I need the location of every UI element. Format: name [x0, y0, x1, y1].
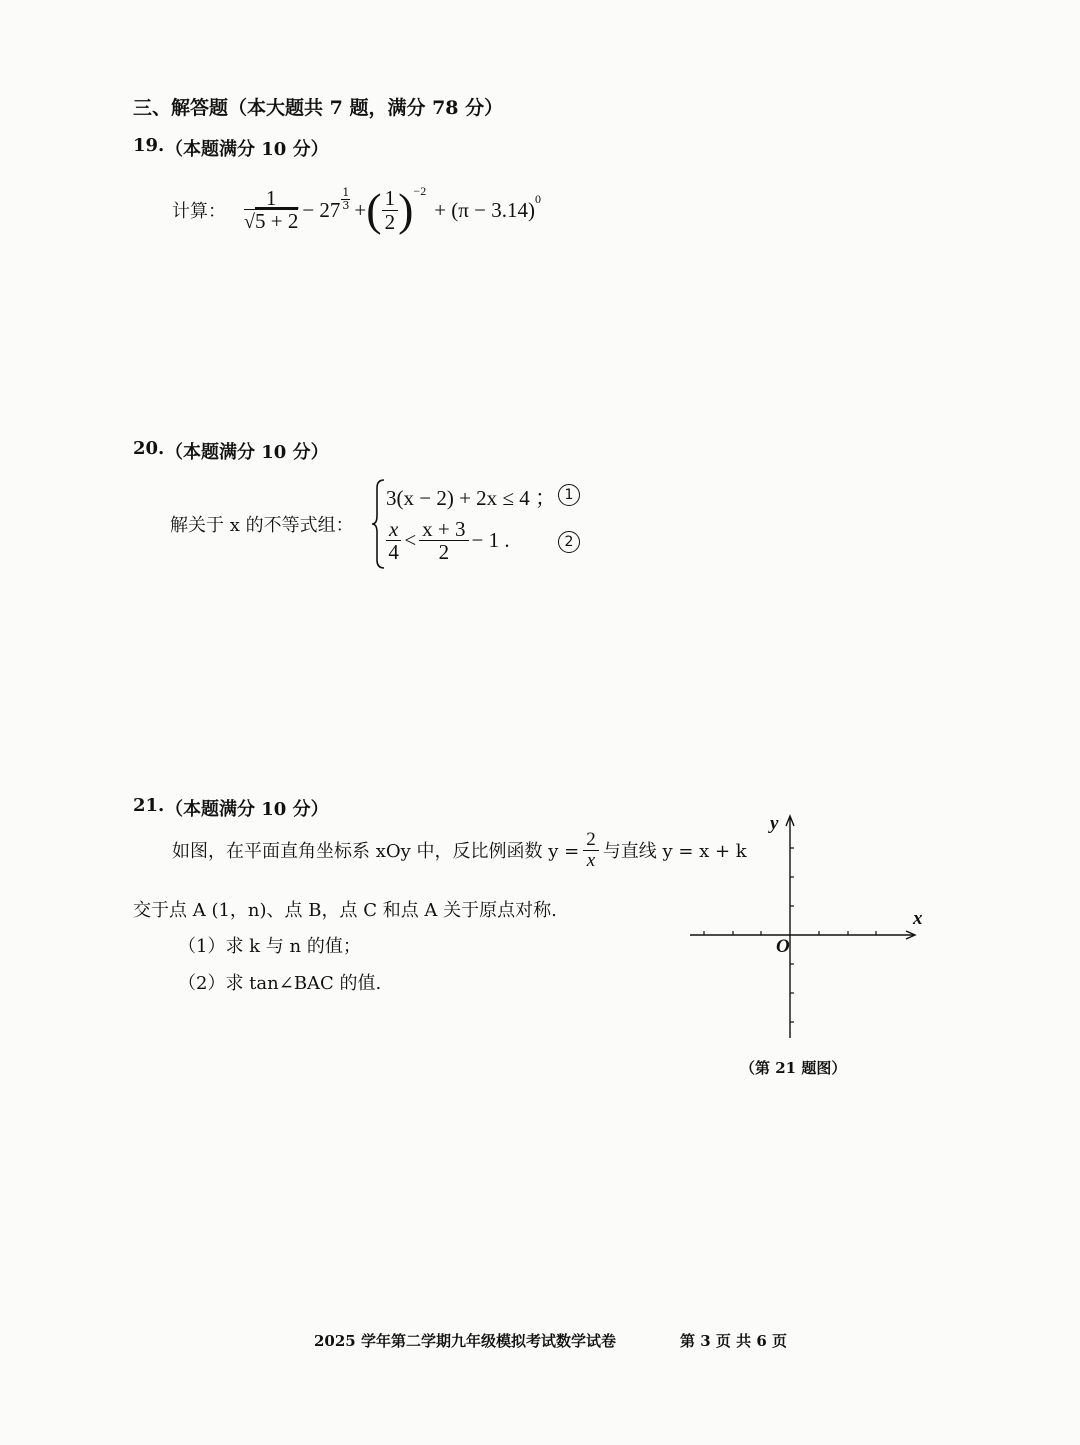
q20-frac-den-2: 2 — [438, 540, 450, 565]
left-paren-icon: ( — [366, 184, 382, 235]
q20-frac-x3-over-2 — [419, 518, 468, 563]
q21-origin-label: O — [776, 936, 790, 957]
q20-circle-1-label: 1 — [558, 484, 580, 506]
q20-circle-1 — [558, 484, 580, 506]
footer-title: 2025 学年第二学期九年级模拟考试数学试卷 — [314, 1332, 616, 1350]
q20-frac-x-over-4 — [386, 518, 401, 563]
q19-exponent-third — [341, 187, 350, 211]
q19-minus-27: − 27 — [302, 197, 341, 222]
q21-score: （本题满分 10 分） — [165, 799, 329, 820]
q19-power-0: 0 — [534, 191, 541, 206]
q19-score: （本题满分 10 分） — [165, 139, 329, 160]
q20-tail: − 1 . — [471, 528, 510, 553]
q20-prompt: 解关于 x 的不等式组： — [170, 515, 354, 536]
q20-inequality-2 — [386, 518, 510, 563]
q20-score: （本题满分 10 分） — [165, 442, 329, 463]
q19-prompt: 计算： — [172, 201, 226, 222]
q20-inequality-1: 3(x − 2) + 2x ≤ 4 ； — [386, 486, 556, 510]
left-brace-icon — [370, 478, 386, 570]
q21-axis-y-label: y — [770, 813, 779, 834]
q19-frac1-denominator — [244, 210, 298, 233]
q20-frac-num-2: x + 3 — [419, 518, 468, 541]
q21-axis-x-label: x — [913, 908, 923, 929]
q21-coordinate-figure — [686, 808, 931, 1048]
q21-number: 21. — [133, 795, 165, 816]
sqrt-icon: √ — [244, 211, 255, 234]
q19-power-neg2: −2 — [413, 183, 427, 198]
q19-plus: + — [354, 197, 367, 222]
q19-fraction-half — [382, 187, 399, 232]
q19-exp-den: 3 — [342, 198, 350, 212]
q21-line-1 — [172, 830, 747, 871]
q20-number: 20. — [133, 438, 165, 459]
q21-frac-2-over-x — [583, 830, 599, 871]
q19-frac1-den-text: 5 + 2 — [254, 209, 299, 234]
q20-circle-2-label: 2 — [558, 531, 580, 553]
footer-page-number: 第 3 页 共 6 页 — [680, 1332, 787, 1350]
q19-half-num: 1 — [382, 187, 399, 210]
section-title: 三、解答题（本大题共 7 题，满分 78 分） — [133, 97, 504, 119]
q21-figure-caption: （第 21 题图） — [740, 1059, 847, 1077]
q20-circle-2 — [558, 531, 580, 553]
q20-frac-num-1: x — [386, 518, 401, 541]
q20-frac-den-1: 4 — [388, 540, 399, 565]
q21-frac-num: 2 — [583, 830, 599, 851]
q19-half-den: 2 — [384, 209, 396, 234]
q21-part-1: （1）求 k 与 n 的值； — [178, 936, 361, 957]
q19-fraction-1 — [244, 187, 298, 233]
q19-frac1-numerator: 1 — [244, 187, 298, 210]
q21-text-b: 与直线 y = x + k — [602, 841, 747, 863]
q21-text-a: 如图，在平面直角坐标系 xOy 中，反比例函数 y = — [172, 841, 580, 863]
q21-line-2: 交于点 A (1，n)、点 B，点 C 和点 A 关于原点对称. — [133, 900, 557, 921]
q19-exp-num: 1 — [342, 185, 350, 199]
q20-less-than: < — [404, 528, 417, 553]
q21-frac-den: x — [586, 849, 596, 871]
right-paren-icon: ) — [398, 184, 414, 235]
q19-pi-term: + (π − 3.14) — [434, 197, 535, 222]
q19-number: 19. — [133, 135, 165, 156]
q21-part-2: （2）求 tan∠BAC 的值. — [178, 973, 382, 994]
q19-expression — [172, 180, 541, 240]
